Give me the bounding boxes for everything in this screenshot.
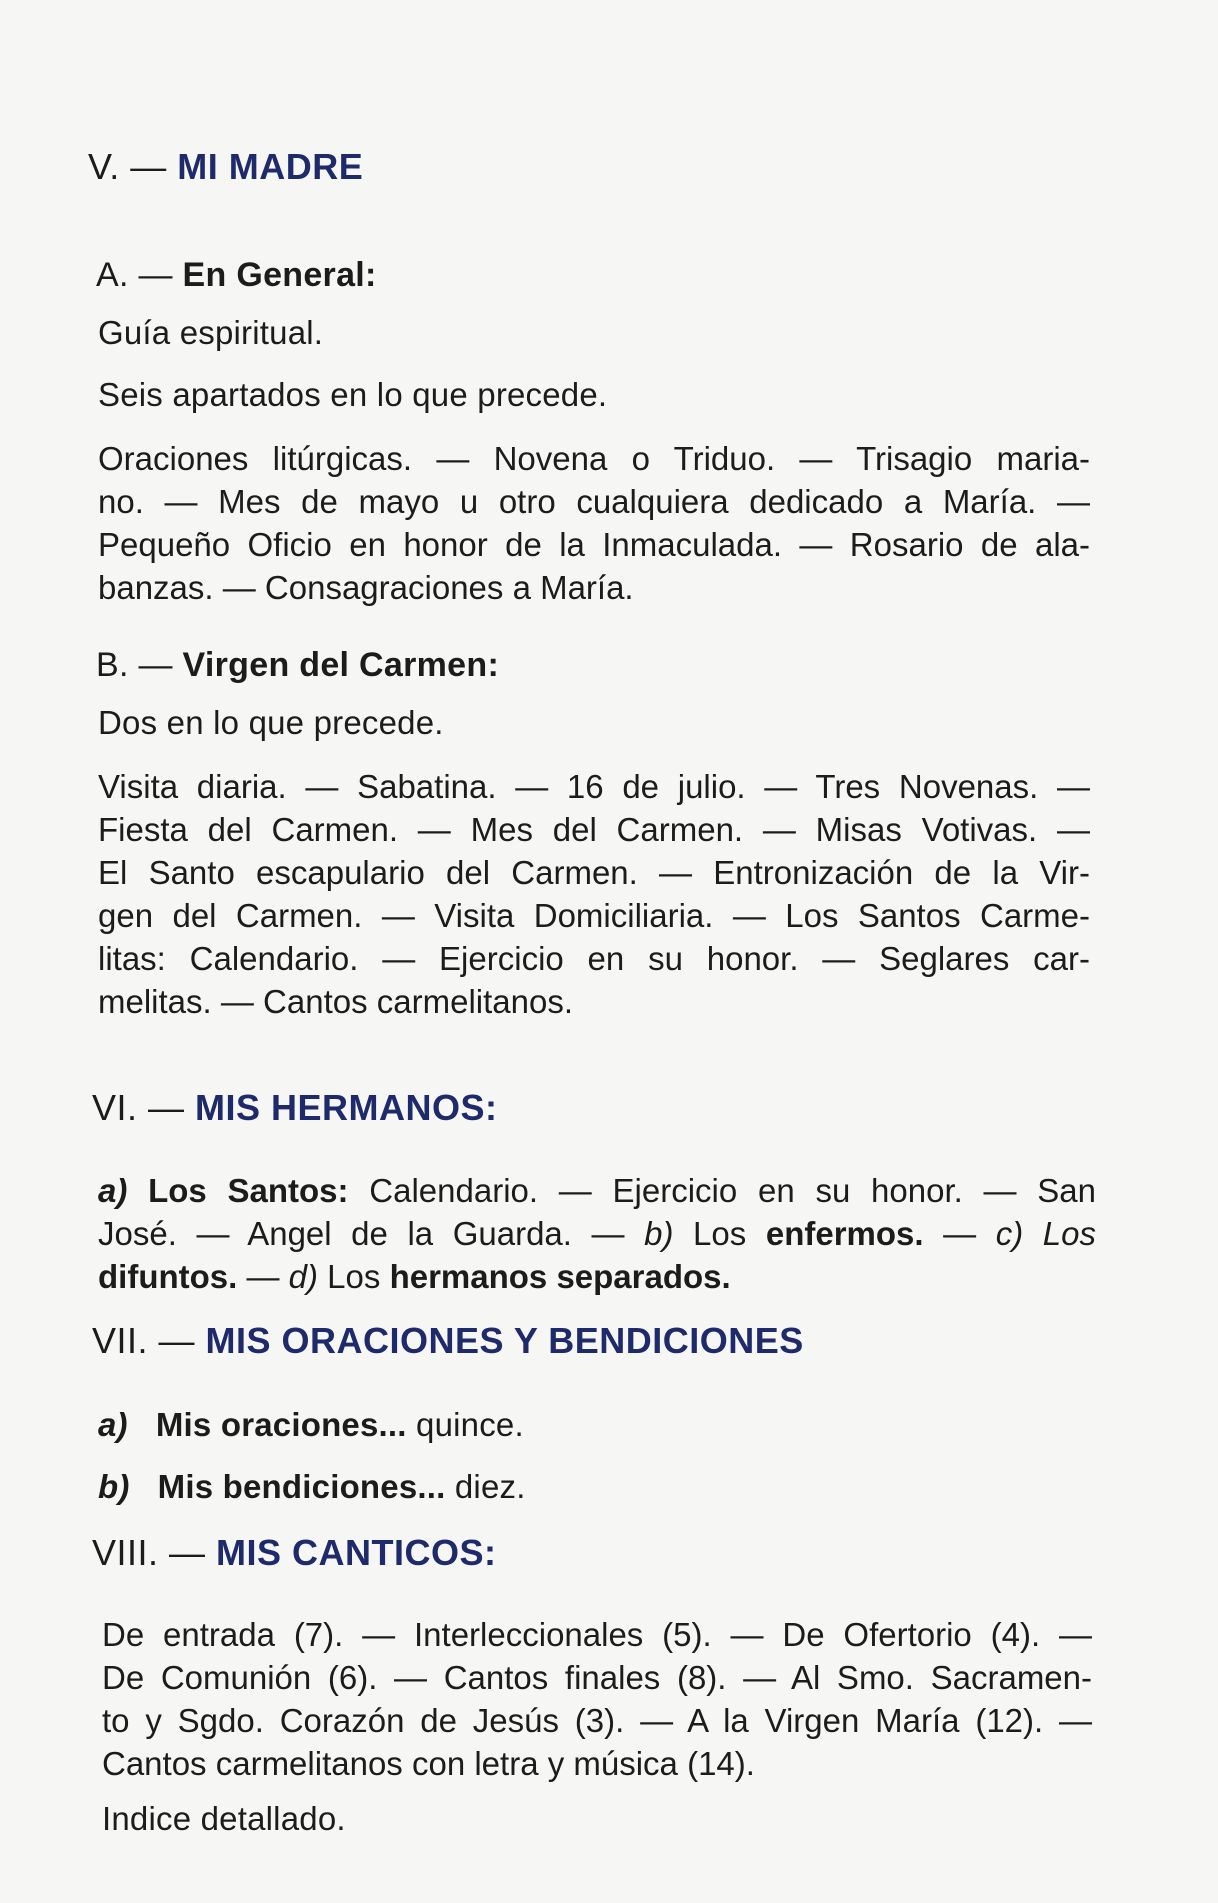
prayers-item <box>98 1406 524 1444</box>
paragraph-line: Fiesta del Carmen. — Mes del Carmen. — Misas Votivas. — <box>98 811 1090 848</box>
subsection-a-paragraph <box>98 437 1090 609</box>
paragraph-line <box>98 1212 1096 1255</box>
paragraph-line: to y Sgdo. Corazón de Jesús (3). — A la Virgen María (12). — <box>102 1702 1092 1739</box>
paragraph-line <box>98 1169 1096 1212</box>
line-text: Los <box>693 1215 747 1252</box>
paragraph-line: El Santo escapulario del Carmen. — Entronización de la Vir- <box>98 854 1090 891</box>
prayers-label: Mis oraciones... <box>155 1406 407 1443</box>
subsection-a-label: A. — <box>96 256 173 294</box>
line-text: José. — Angel de la Guarda. — <box>98 1215 625 1252</box>
line-text: — <box>246 1258 280 1295</box>
section-vii-title: MIS ORACIONES Y BENDICIONES <box>205 1320 804 1361</box>
paragraph-line: gen del Carmen. — Visita Domiciliaria. — Los Santos Carme- <box>98 897 1090 934</box>
paragraph-line: Oraciones litúrgicas. — Novena o Triduo. — Trisagio maria- <box>98 440 1090 477</box>
paragraph-line: Pequeño Oficio en honor de la Inmaculada. — Rosario de ala- <box>98 526 1090 563</box>
paragraph-line: De Comunión (6). — Cantos finales (8). — Al Smo. Sacramen- <box>102 1659 1092 1696</box>
blessings-count: diez. <box>454 1468 526 1505</box>
subsection-b-heading <box>96 646 499 685</box>
section-viii-title: MIS CANTICOS: <box>216 1532 497 1573</box>
item-letter: d) <box>288 1258 318 1295</box>
sick-label: enfermos. <box>765 1215 924 1252</box>
subsection-a-line-2: Seis apartados en lo que precede. <box>98 376 608 413</box>
prayers-count: quince. <box>416 1406 524 1443</box>
blessings-item <box>98 1468 526 1506</box>
subsection-b-label: B. — <box>96 646 173 684</box>
subsection-b-paragraph <box>98 765 1090 1023</box>
saints-label: Los Santos: <box>148 1172 349 1209</box>
section-viii-heading <box>92 1532 497 1574</box>
subsection-a-heading <box>96 256 377 295</box>
section-vi-heading <box>92 1087 498 1129</box>
paragraph-line: banzas. — Consagraciones a María. <box>98 569 634 606</box>
paragraph-line: De entrada (7). — Interleccionales (5). — De Ofertorio (4). — <box>102 1616 1092 1653</box>
section-vii-heading <box>92 1320 804 1362</box>
subsection-b-title: Virgen del Carmen: <box>182 646 500 684</box>
section-viii-paragraph <box>102 1613 1092 1785</box>
saints-text: Calendario. — Ejercicio en su honor. — San <box>369 1172 1096 1209</box>
item-letter: b) <box>98 1468 130 1505</box>
item-letter: b) <box>644 1215 674 1252</box>
section-v-title: MI MADRE <box>177 146 364 187</box>
paragraph-line: melitas. — Cantos carmelitanos. <box>98 983 574 1020</box>
deceased-label: difuntos. <box>98 1258 238 1295</box>
section-vi-number: VI. — <box>92 1087 185 1128</box>
section-vi-paragraph <box>98 1169 1096 1298</box>
separated-label: hermanos separados. <box>389 1258 731 1295</box>
paragraph-line: litas: Calendario. — Ejercicio en su honor. — Seglares car- <box>98 940 1090 977</box>
section-vii-number: VII. — <box>92 1320 196 1361</box>
line-text: — <box>943 1215 977 1252</box>
section-v-number: V. — <box>88 146 167 187</box>
item-letter: c) Los <box>995 1215 1096 1252</box>
subsection-a-line-1: Guía espiritual. <box>98 314 324 351</box>
line-text: Los <box>327 1258 381 1295</box>
item-letter: a) <box>98 1406 128 1443</box>
paragraph-line: no. — Mes de mayo u otro cualquiera dedicado a María. — <box>98 483 1090 520</box>
paragraph-line <box>98 1255 1096 1298</box>
paragraph-line: Visita diaria. — Sabatina. — 16 de julio. — Tres Novenas. — <box>98 768 1090 805</box>
blessings-label: Mis bendiciones... <box>157 1468 446 1505</box>
paragraph-line: Cantos carmelitanos con letra y música (14). <box>102 1745 755 1782</box>
subsection-a-title: En General: <box>182 256 377 294</box>
section-vi-title: MIS HERMANOS: <box>195 1087 498 1128</box>
subsection-b-line-1: Dos en lo que precede. <box>98 704 444 741</box>
section-viii-number: VIII. — <box>92 1532 206 1573</box>
item-letter: a) <box>98 1172 128 1209</box>
section-v-heading <box>88 146 363 188</box>
index-footer: Indice detallado. <box>102 1800 346 1837</box>
